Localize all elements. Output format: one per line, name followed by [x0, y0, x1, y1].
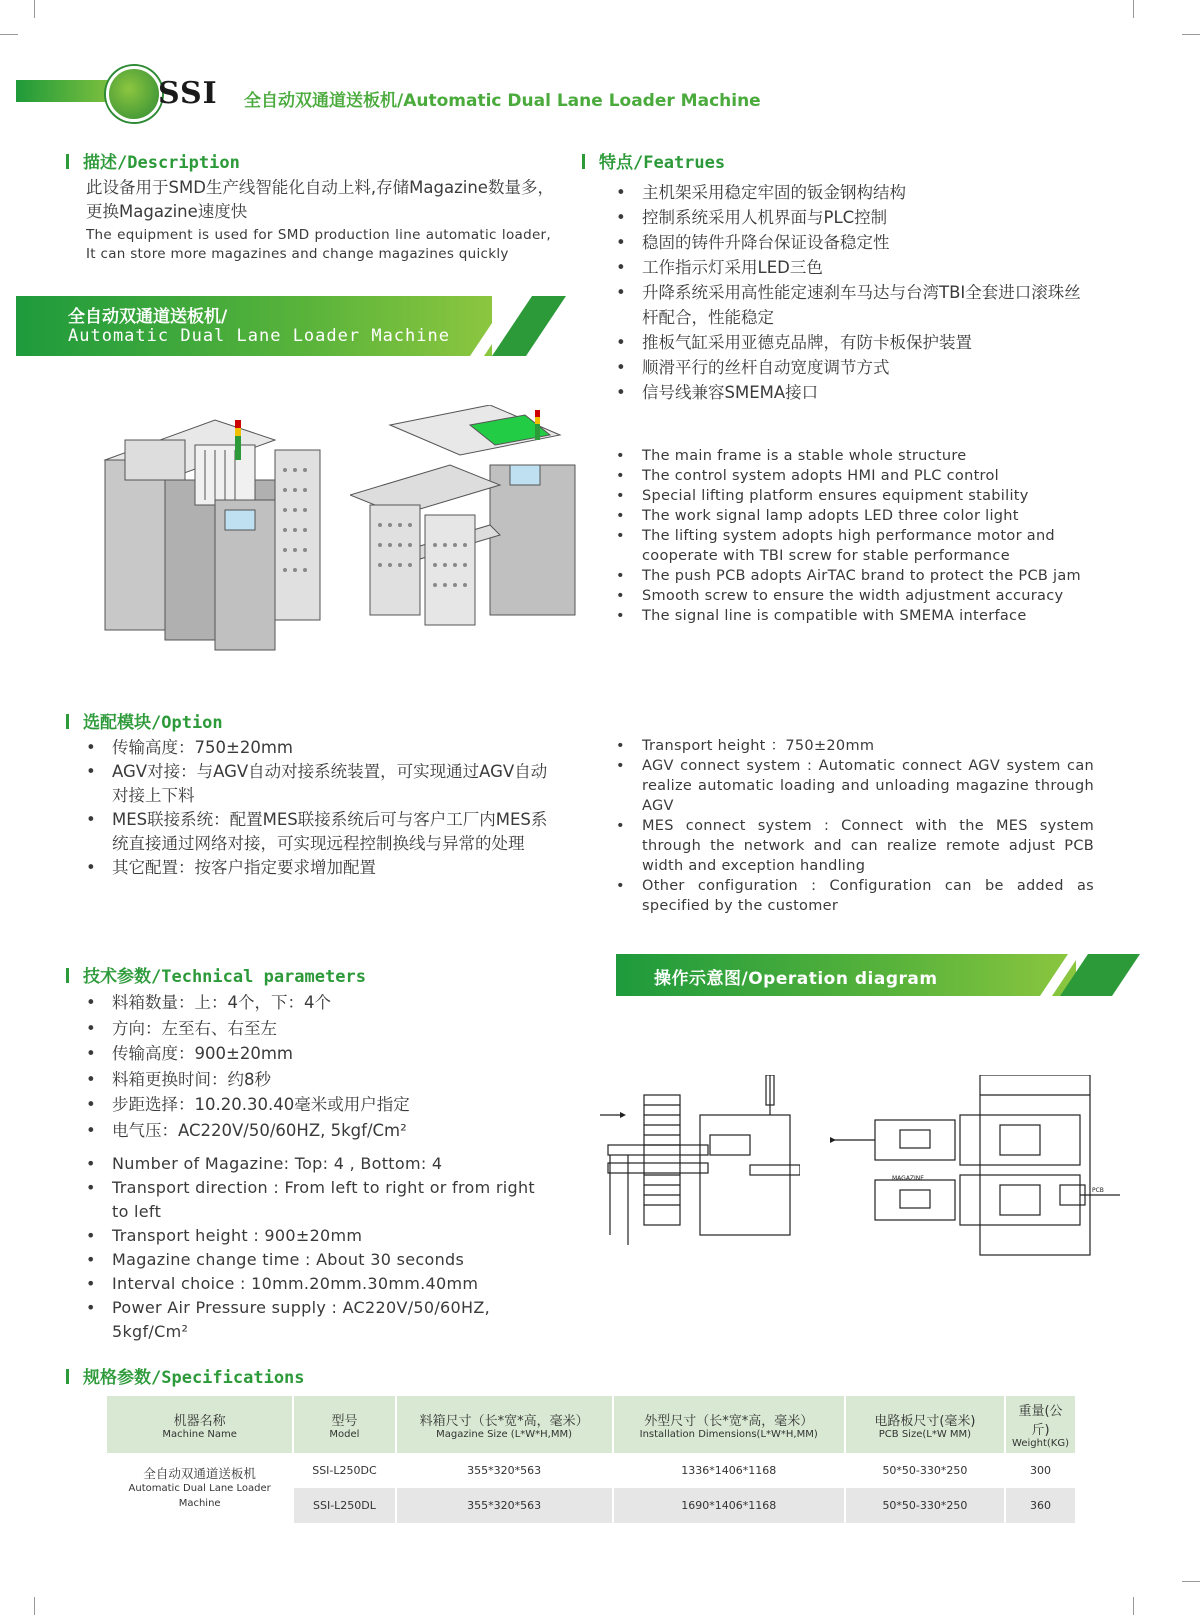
- col-magazine-size: 料箱尺寸（长*宽*高，毫米） Magazine Size (L*W*H,MM): [396, 1396, 613, 1453]
- feature-en-item: • The control system adopts HMI and PLC control: [614, 466, 1094, 486]
- feature-en-item: • Special lifting platform ensures equipment stability: [614, 486, 1094, 506]
- tech-heading: 技术参数/Technical parameters: [66, 962, 366, 987]
- col-pcb-size: 电路板尺寸(毫米) PCB Size(L*W MM): [845, 1396, 1005, 1453]
- col-machine-name: 机器名称 Machine Name: [107, 1396, 293, 1453]
- crop-mark: [1182, 1581, 1200, 1582]
- option-en-item: • Transport height ：750±20mm: [614, 736, 1094, 756]
- options-heading: 选配模块/Option: [66, 708, 223, 733]
- feature-cn-item: • 升降系统采用高性能定速刹车马达与台湾TBI全套进口滚珠丝杆配合，性能稳定: [614, 280, 1084, 330]
- tech-cn-item: • 方向：左至右、右至左: [84, 1016, 554, 1042]
- feature-cn-item: • 主机架采用稳定牢固的钣金钢构结构: [614, 180, 1084, 205]
- feature-en-item: • The push PCB adopts AirTAC brand to protect the PCB jam: [614, 566, 1094, 586]
- specs-heading: 规格参数/Specifications: [66, 1363, 305, 1388]
- crop-mark: [0, 34, 18, 35]
- crop-mark: [1133, 1597, 1134, 1615]
- logo-text: SSI: [158, 76, 218, 111]
- weight-cell: 300: [1005, 1453, 1076, 1488]
- pcb-label: PCB: [1092, 1187, 1104, 1194]
- option-cn-item: • MES联接系统：配置MES联接系统后可与客户工厂内MES系统直接通过网络对接，可实现远程控制换线与异常的处理: [84, 808, 554, 856]
- features-cn-list: [614, 180, 1084, 405]
- product-banner: [16, 296, 492, 356]
- machine-right-view-image: [350, 405, 585, 645]
- feature-cn-item: • 控制系统采用人机界面与PLC控制: [614, 205, 1084, 230]
- tech-en-item: • Interval choice : 10mm.20mm.30mm.40mm: [84, 1272, 554, 1296]
- tech-cn-item: • 料箱数量：上：4个，下：4个: [84, 990, 554, 1016]
- feature-cn-item: • 稳固的铸件升降台保证设备稳定性: [614, 230, 1084, 255]
- ssi-logo-icon: [106, 66, 162, 122]
- features-en-list: [614, 446, 1094, 626]
- feature-cn-item: • 顺滑平行的丝杆自动宽度调节方式: [614, 355, 1084, 380]
- description-heading: 描述/Description: [66, 148, 240, 173]
- tech-cn-item: • 料箱更换时间：约8秒: [84, 1067, 554, 1093]
- page-title: 全自动双通道送板机/Automatic Dual Lane Loader Machine: [244, 91, 761, 111]
- tech-en-item: • Power Air Pressure supply : AC220V/50/60HZ, 5kgf/Cm²: [84, 1296, 554, 1344]
- operation-diagram-top-view: [830, 1075, 1130, 1265]
- crop-mark: [34, 0, 35, 18]
- feature-cn-item: • 信号线兼容SMEMA接口: [614, 380, 1084, 405]
- options-cn-list: [84, 736, 554, 880]
- tech-en-item: • Transport height : 900±20mm: [84, 1224, 554, 1248]
- installation-dims-cell: 1690*1406*1168: [613, 1488, 845, 1523]
- option-en-item: • Other configuration : Configuration can be added as specified by the customer: [614, 876, 1094, 916]
- features-heading: 特点/Featrues: [582, 148, 725, 173]
- specs-table: [107, 1396, 1077, 1523]
- col-installation-dims: 外型尺寸（长*宽*高，毫米） Installation Dimensions(L*W*H,MM): [613, 1396, 845, 1453]
- feature-cn-item: • 工作指示灯采用LED三色: [614, 255, 1084, 280]
- magazine-size-cell: 355*320*563: [396, 1453, 613, 1488]
- feature-en-item: • The signal line is compatible with SMEMA interface: [614, 606, 1094, 626]
- model-cell: SSI-L250DC: [293, 1453, 395, 1488]
- table-row: [107, 1453, 1076, 1488]
- options-en-list: [614, 736, 1094, 916]
- tech-en-list: [84, 1152, 554, 1344]
- pcb-size-cell: 50*50-330*250: [845, 1488, 1005, 1523]
- installation-dims-cell: 1336*1406*1168: [613, 1453, 845, 1488]
- banner-title-cn: 全自动双通道送板机/: [68, 307, 228, 327]
- option-cn-item: • 传输高度：750±20mm: [84, 736, 554, 760]
- option-en-item: • MES connect system : Connect with the MES system through the network and can realize remote adjust PCB width and exception handling: [614, 816, 1094, 876]
- machine-left-view-image: [95, 400, 335, 670]
- operation-banner: [616, 954, 1076, 996]
- operation-diagram-side-view: [600, 1075, 800, 1265]
- banner-title-en: Automatic Dual Lane Loader Machine: [68, 326, 450, 346]
- tech-en-item: • Magazine change time : About 30 seconds: [84, 1248, 554, 1272]
- pcb-size-cell: 50*50-330*250: [845, 1453, 1005, 1488]
- tech-cn-item: • 电气压：AC220V/50/60HZ, 5kgf/Cm²: [84, 1118, 554, 1144]
- crop-mark: [1133, 0, 1134, 18]
- crop-mark: [34, 1597, 35, 1615]
- magazine-label: MAGAZINE: [892, 1175, 925, 1182]
- feature-en-item: • The main frame is a stable whole structure: [614, 446, 1094, 466]
- option-cn-item: • 其它配置：按客户指定要求增加配置: [84, 856, 554, 880]
- feature-en-item: • Smooth screw to ensure the width adjustment accuracy: [614, 586, 1094, 606]
- magazine-size-cell: 355*320*563: [396, 1488, 613, 1523]
- col-weight: 重量(公斤) Weight(KG): [1005, 1396, 1076, 1453]
- tech-en-item: • Number of Magazine: Top: 4 , Bottom: 4: [84, 1152, 554, 1176]
- tech-cn-item: • 步距选择：10.20.30.40毫米或用户指定: [84, 1092, 554, 1118]
- model-cell: SSI-L250DL: [293, 1488, 395, 1523]
- description-cn: 此设备用于SMD生产线智能化自动上料,存储Magazine数量多，更换Magazine速度快: [86, 178, 554, 221]
- description-en: The equipment is used for SMD production line automatic loader, It can store more magazines and change magazines quickly: [86, 227, 551, 262]
- option-en-item: • AGV connect system : Automatic connect AGV system can realize automatic loading and unloading magazine through AGV: [614, 756, 1094, 816]
- tech-cn-item: • 传输高度：900±20mm: [84, 1041, 554, 1067]
- operation-heading: 操作示意图/Operation diagram: [654, 969, 938, 989]
- tech-en-item: • Transport direction : From left to right or from right to left: [84, 1176, 554, 1224]
- col-model: 型号 Model: [293, 1396, 395, 1453]
- operation-slash-decoration: [1040, 954, 1140, 996]
- feature-en-item: • The work signal lamp adopts LED three color light: [614, 506, 1094, 526]
- option-cn-item: • AGV对接：与AGV自动对接系统装置，可实现通过AGV自动对接上下料: [84, 760, 554, 808]
- feature-en-item: • The lifting system adopts high performance motor and cooperate with TBI screw for stable performance: [614, 526, 1094, 566]
- weight-cell: 360: [1005, 1488, 1076, 1523]
- tech-cn-list: [84, 990, 554, 1143]
- machine-name-cell: 全自动双通道送板机 Automatic Dual Lane Loader Machine: [107, 1453, 293, 1523]
- feature-cn-item: • 推板气缸采用亚德克品牌，有防卡板保护装置: [614, 330, 1084, 355]
- crop-mark: [1182, 34, 1200, 35]
- banner-slash-decoration: [470, 296, 566, 356]
